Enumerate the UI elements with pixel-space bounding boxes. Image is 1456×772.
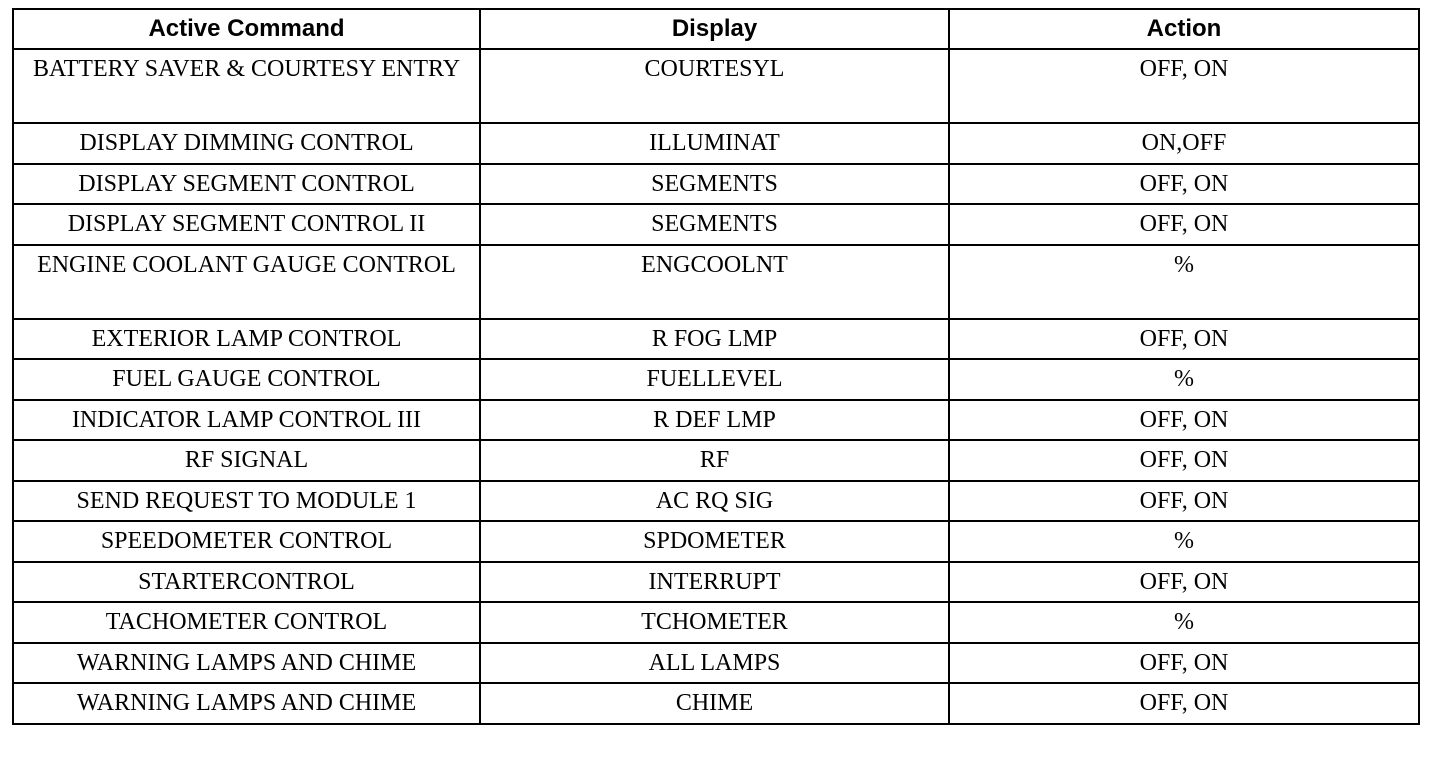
cell-action: OFF, ON [949, 49, 1419, 123]
table-row [13, 643, 1419, 684]
cell-action: % [949, 521, 1419, 562]
cell-action: OFF, ON [949, 400, 1419, 441]
table-row [13, 400, 1419, 441]
cell-action: OFF, ON [949, 204, 1419, 245]
table-row [13, 440, 1419, 481]
table-row [13, 204, 1419, 245]
cell-display: AC RQ SIG [480, 481, 949, 522]
table-row [13, 245, 1419, 319]
header-action: Action [949, 9, 1419, 49]
cell-display: CHIME [480, 683, 949, 724]
cell-active-command: ENGINE COOLANT GAUGE CONTROL [13, 245, 480, 319]
cell-action: OFF, ON [949, 562, 1419, 603]
cell-active-command: SPEEDOMETER CONTROL [13, 521, 480, 562]
table-row [13, 521, 1419, 562]
cell-active-command: WARNING LAMPS AND CHIME [13, 683, 480, 724]
table-row [13, 683, 1419, 724]
cell-action: % [949, 602, 1419, 643]
cell-display: R FOG LMP [480, 319, 949, 360]
cell-action: OFF, ON [949, 319, 1419, 360]
cell-active-command: DISPLAY SEGMENT CONTROL [13, 164, 480, 205]
cell-action: % [949, 359, 1419, 400]
header-display: Display [480, 9, 949, 49]
cell-active-command: INDICATOR LAMP CONTROL III [13, 400, 480, 441]
cell-action: % [949, 245, 1419, 319]
cell-display: INTERRUPT [480, 562, 949, 603]
cell-action: OFF, ON [949, 683, 1419, 724]
cell-display: ILLUMINAT [480, 123, 949, 164]
cell-active-command: TACHOMETER CONTROL [13, 602, 480, 643]
cell-active-command: DISPLAY SEGMENT CONTROL II [13, 204, 480, 245]
cell-active-command: RF SIGNAL [13, 440, 480, 481]
cell-display: R DEF LMP [480, 400, 949, 441]
cell-action: OFF, ON [949, 164, 1419, 205]
cell-display: COURTESYL [480, 49, 949, 123]
cell-display: SEGMENTS [480, 204, 949, 245]
cell-display: TCHOMETER [480, 602, 949, 643]
cell-active-command: STARTERCONTROL [13, 562, 480, 603]
cell-display: ALL LAMPS [480, 643, 949, 684]
cell-display: RF [480, 440, 949, 481]
cell-active-command: SEND REQUEST TO MODULE 1 [13, 481, 480, 522]
cell-action: ON,OFF [949, 123, 1419, 164]
cell-active-command: WARNING LAMPS AND CHIME [13, 643, 480, 684]
table-row [13, 359, 1419, 400]
cell-action: OFF, ON [949, 481, 1419, 522]
table-row [13, 602, 1419, 643]
table-row [13, 49, 1419, 123]
cell-active-command: EXTERIOR LAMP CONTROL [13, 319, 480, 360]
table-row [13, 562, 1419, 603]
table-row [13, 123, 1419, 164]
cell-active-command: FUEL GAUGE CONTROL [13, 359, 480, 400]
cell-active-command: DISPLAY DIMMING CONTROL [13, 123, 480, 164]
cell-display: SPDOMETER [480, 521, 949, 562]
table-header-row [13, 9, 1419, 49]
header-active-command: Active Command [13, 9, 480, 49]
cell-action: OFF, ON [949, 643, 1419, 684]
active-command-table [12, 8, 1420, 725]
table-row [13, 481, 1419, 522]
table-row [13, 164, 1419, 205]
table-row [13, 319, 1419, 360]
cell-action: OFF, ON [949, 440, 1419, 481]
cell-display: ENGCOOLNT [480, 245, 949, 319]
cell-display: FUELLEVEL [480, 359, 949, 400]
cell-display: SEGMENTS [480, 164, 949, 205]
cell-active-command: BATTERY SAVER & COURTESY ENTRY [13, 49, 480, 123]
